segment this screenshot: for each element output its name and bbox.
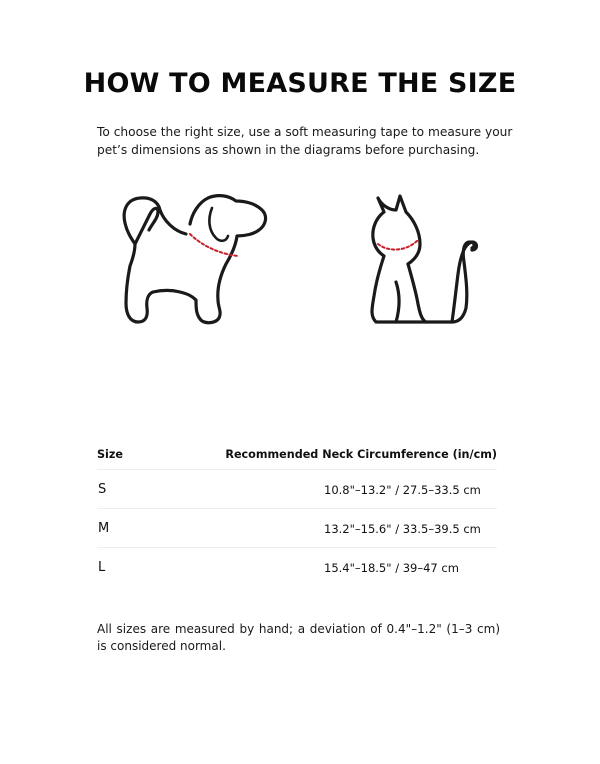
table-row-s xyxy=(97,470,497,509)
table-row-m xyxy=(97,509,497,548)
size-table xyxy=(97,440,497,586)
size-cell: M xyxy=(98,521,110,536)
table-row-l xyxy=(97,548,497,586)
neck-cell: 13.2"–15.6" / 33.5–39.5 cm xyxy=(324,522,481,536)
size-cell: L xyxy=(98,560,106,575)
page-title: HOW TO MEASURE THE SIZE xyxy=(83,68,517,99)
size-column-header: Size xyxy=(97,448,123,461)
table-header-row xyxy=(97,440,497,470)
size-cell: S xyxy=(98,482,107,497)
neck-cell: 15.4"–18.5" / 39–47 cm xyxy=(324,561,459,575)
neck-column-header: Recommended Neck Circumference (in/cm) xyxy=(225,448,497,461)
intro-text: To choose the right size, use a soft measuring tape to measure your pet’s dimensions as shown in the diagrams before purchasing. xyxy=(97,125,513,157)
cat-outline-icon xyxy=(356,190,486,330)
cat-outline xyxy=(372,196,474,322)
dog-tail-loop xyxy=(135,208,158,244)
dog-outline-icon xyxy=(116,190,276,330)
dog-outline xyxy=(124,196,265,323)
neck-cell: 10.8"–13.2" / 27.5–33.5 cm xyxy=(324,483,481,497)
cat-neck-measure-line xyxy=(378,240,418,250)
dog-ear-curl xyxy=(209,208,228,241)
measurement-note: All sizes are measured by hand; a deviation of 0.4"–1.2" (1–3 cm) is considered normal. xyxy=(97,622,500,653)
